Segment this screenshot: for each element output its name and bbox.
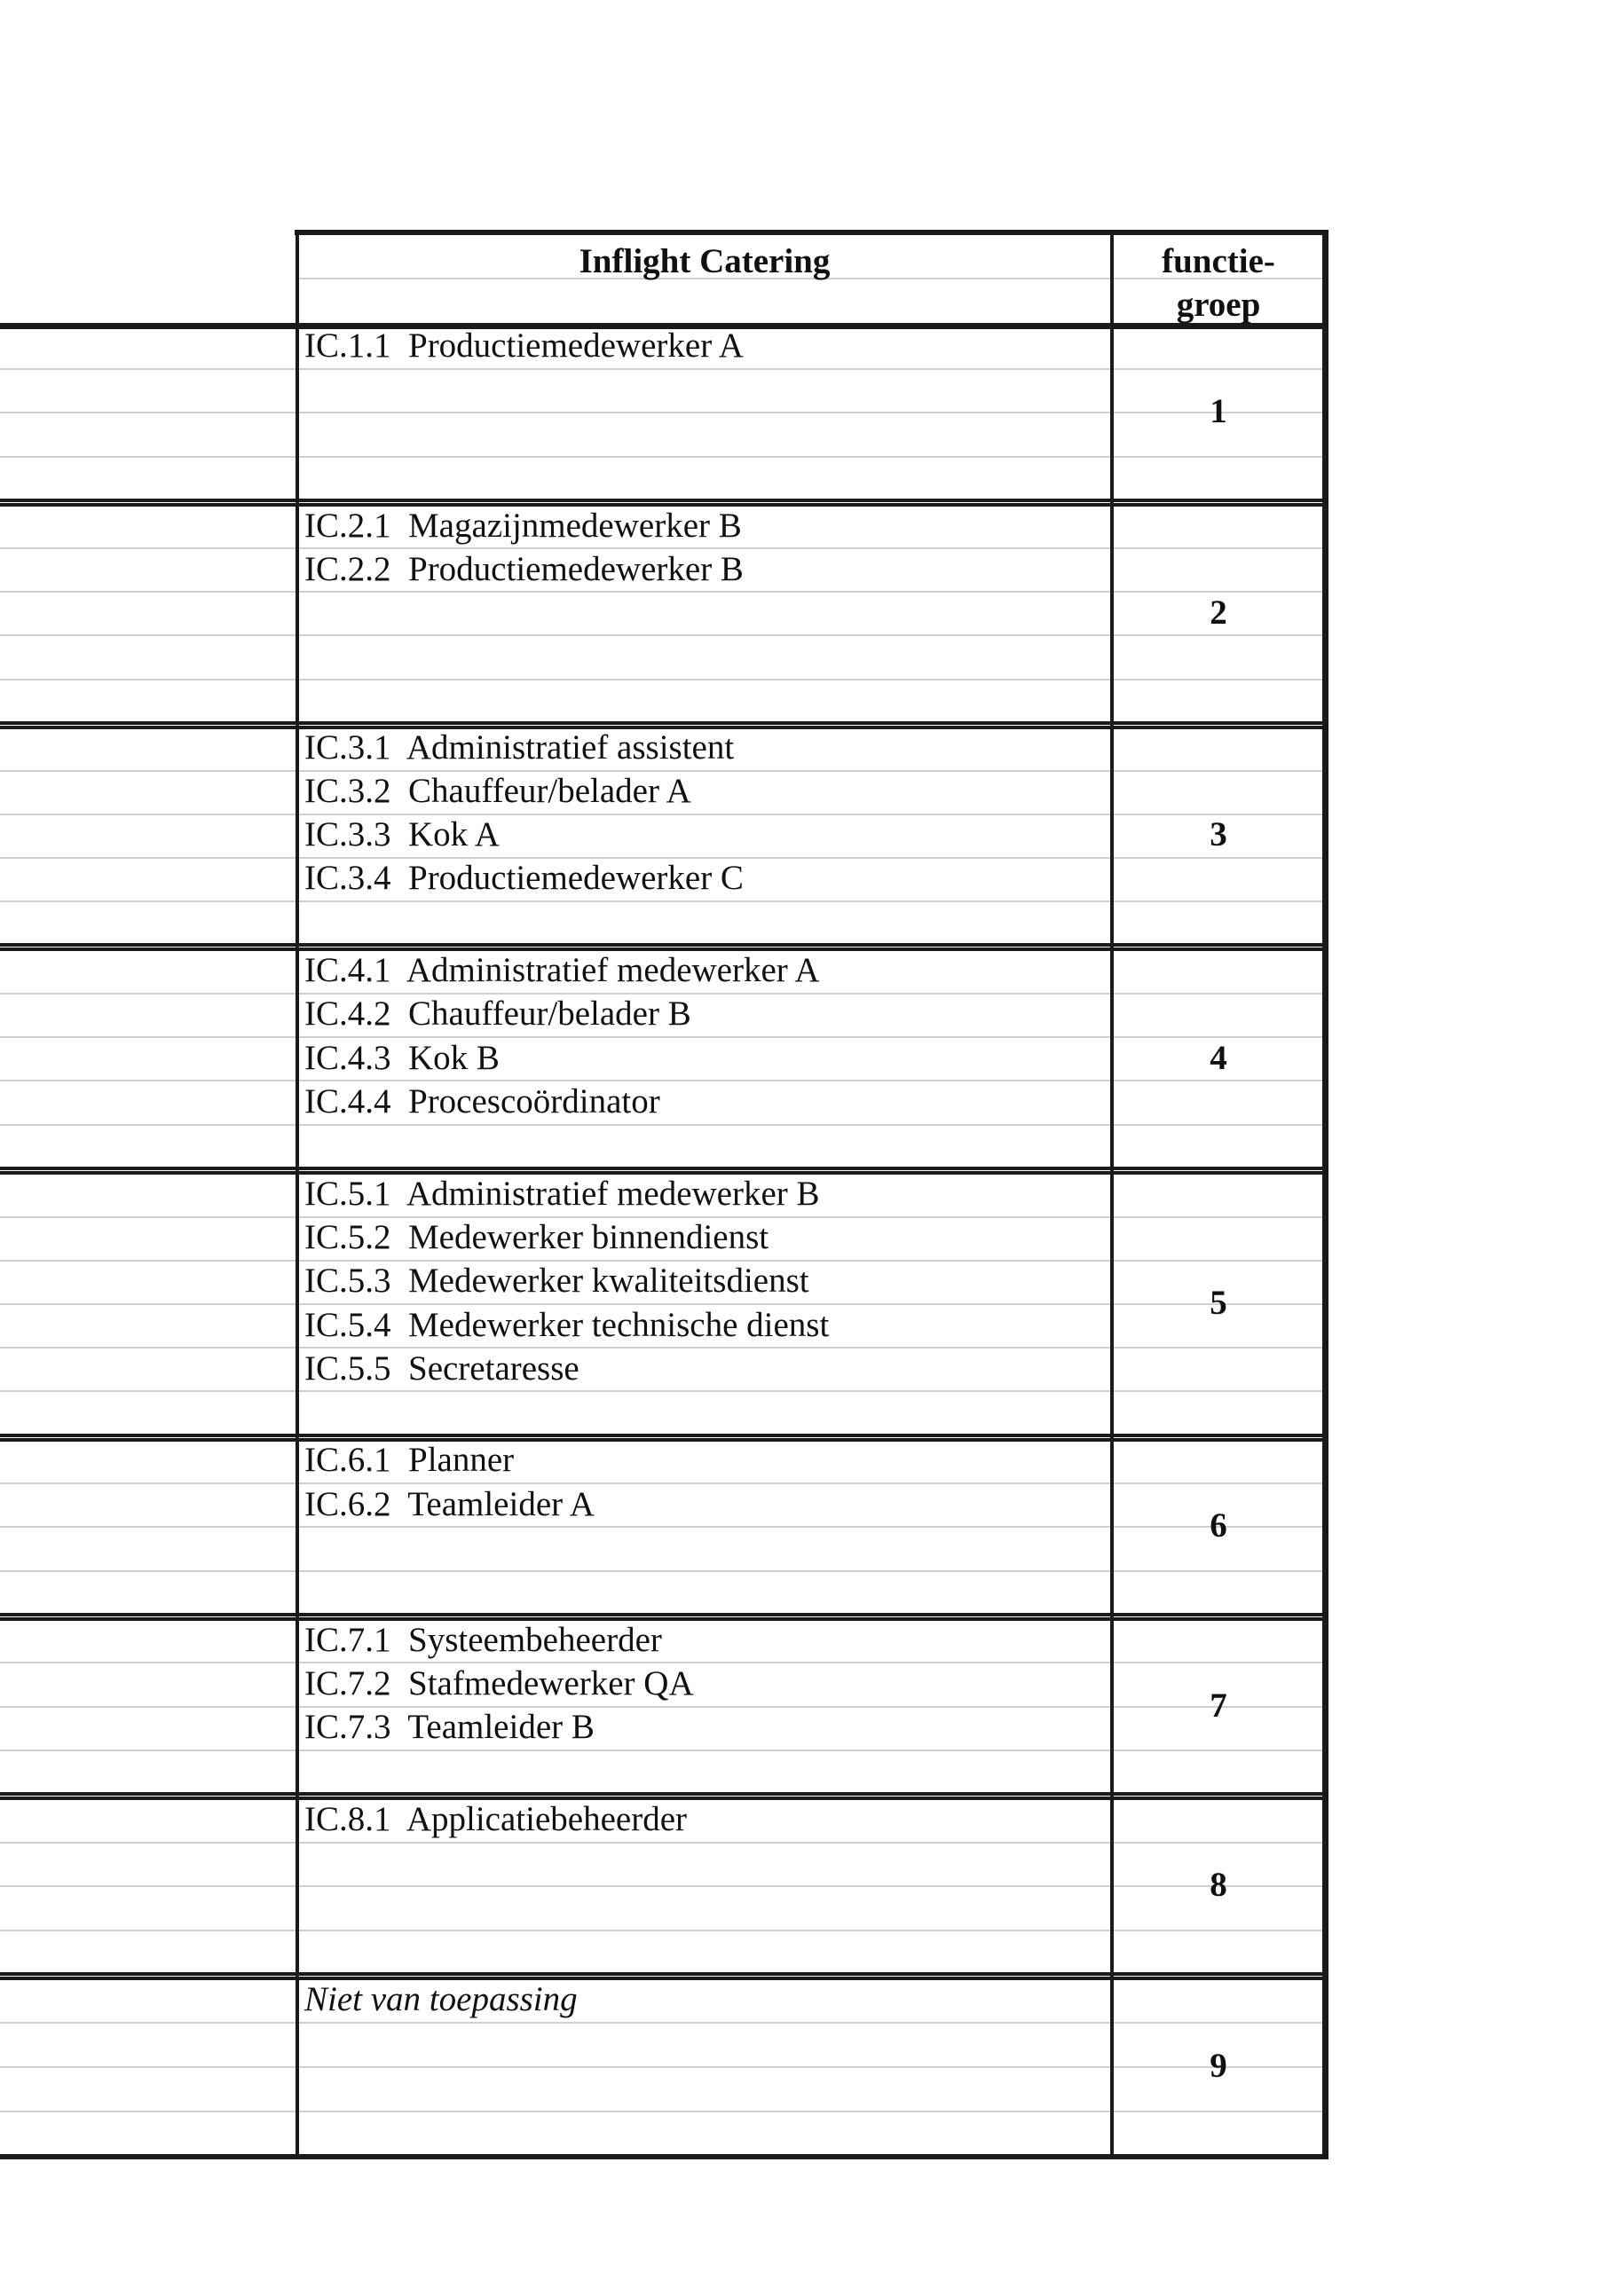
- function-item: IC.6.1 Planner: [304, 1441, 515, 1479]
- group-number: 2: [1210, 594, 1227, 632]
- grid-line: [0, 1347, 1325, 1349]
- grid-line: [0, 1390, 1325, 1392]
- grid-line: [0, 1482, 1325, 1484]
- function-item: IC.5.5 Secretaresse: [304, 1349, 579, 1388]
- function-item: IC.2.2 Productiemedewerker B: [304, 550, 744, 588]
- grid-line: [0, 900, 1325, 902]
- group-separator: [0, 1972, 1328, 1976]
- group-number: 5: [1210, 1284, 1227, 1322]
- group-separator: [0, 943, 1328, 947]
- column-border: [1110, 230, 1114, 2159]
- group-number: 8: [1210, 1866, 1227, 1904]
- function-item: IC.5.2 Medewerker binnendienst: [304, 1218, 769, 1256]
- table-top-border: [295, 230, 1328, 235]
- grid-line: [0, 368, 1325, 370]
- table-bottom-border: [0, 2154, 1328, 2159]
- function-item: IC.5.4 Medewerker technische dienst: [304, 1306, 830, 1344]
- grid-line: [0, 1750, 1325, 1751]
- function-item: IC.7.1 Systeembeheerder: [304, 1621, 662, 1659]
- group-number: 7: [1210, 1687, 1227, 1725]
- group-number: 9: [1210, 2047, 1227, 2085]
- function-item: IC.5.3 Medewerker kwaliteitsdienst: [304, 1262, 809, 1300]
- function-item: IC.7.3 Teamleider B: [304, 1708, 595, 1746]
- function-item: IC.6.2 Teamleider A: [304, 1485, 595, 1523]
- grid-line: [0, 1570, 1325, 1572]
- function-item: IC.5.1 Administratief medewerker B: [304, 1175, 820, 1213]
- group-column-header-line1: functie-: [1162, 242, 1275, 280]
- group-separator: [0, 721, 1328, 725]
- function-item: IC.1.1 Productiemedewerker A: [304, 326, 744, 365]
- group-number: 6: [1210, 1506, 1227, 1545]
- group-number: 1: [1210, 392, 1227, 430]
- group-separator: [0, 1434, 1328, 1437]
- table-right-border: [1322, 230, 1328, 2159]
- group-separator: [0, 1167, 1328, 1170]
- function-item: IC.3.3 Kok A: [304, 815, 500, 853]
- group-separator: [0, 1438, 1328, 1442]
- grid-line: [0, 456, 1325, 458]
- group-number: 3: [1210, 815, 1227, 853]
- group-separator: [0, 1617, 1328, 1621]
- function-item: IC.4.4 Procescoördinator: [304, 1082, 660, 1120]
- function-item: IC.8.1 Applicatiebeheerder: [304, 1800, 687, 1838]
- grid-line: [0, 679, 1325, 680]
- function-item: IC.4.2 Chauffeur/belader B: [304, 995, 691, 1033]
- function-item: IC.4.1 Administratief medewerker A: [304, 951, 820, 989]
- grid-line: [0, 1842, 1325, 1844]
- function-item: IC.3.4 Productiemedewerker C: [304, 859, 744, 897]
- function-item: IC.4.3 Kok B: [304, 1039, 500, 1077]
- grid-line: [0, 1080, 1325, 1081]
- grid-line: [0, 2111, 1325, 2112]
- group-separator: [0, 1977, 1328, 1980]
- group-separator: [0, 499, 1328, 502]
- function-item: IC.3.1 Administratief assistent: [304, 728, 735, 767]
- group-column-header-line2: groep: [1176, 286, 1261, 324]
- function-item: IC.7.2 Stafmedewerker QA: [304, 1664, 694, 1702]
- grid-line: [0, 1124, 1325, 1126]
- grid-line: [0, 1930, 1325, 1931]
- column-border: [296, 230, 299, 2159]
- function-item: IC.2.1 Magazijnmedewerker B: [304, 507, 742, 545]
- group-number: 4: [1210, 1039, 1227, 1077]
- function-item: Niet van toepassing: [304, 1980, 578, 2018]
- grid-line: [0, 634, 1325, 636]
- grid-line: [0, 2022, 1325, 2024]
- group-separator: [0, 1613, 1328, 1616]
- group-separator: [0, 1792, 1328, 1796]
- table-title: Inflight Catering: [579, 242, 831, 280]
- function-item: IC.3.2 Chauffeur/belader A: [304, 772, 691, 810]
